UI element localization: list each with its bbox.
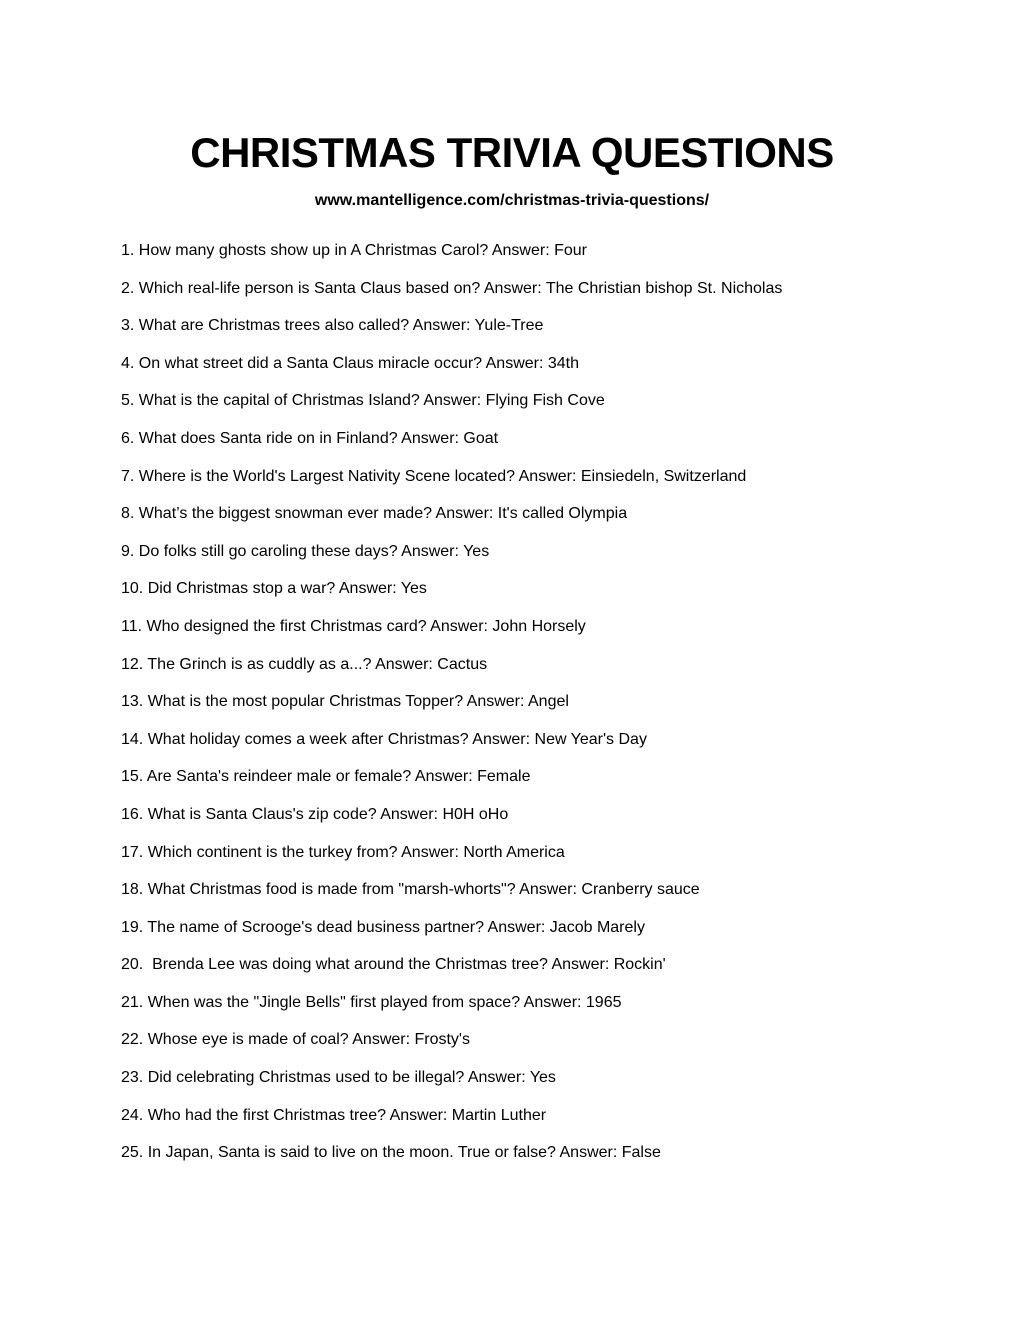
question-item: 10. Did Christmas stop a war? Answer: Yes bbox=[121, 580, 427, 598]
question-item: 6. What does Santa ride on in Finland? Answer: Goat bbox=[121, 429, 499, 447]
question-item: 3. What are Christmas trees also called? Answer: Yule-Tree bbox=[121, 317, 544, 335]
question-item: 4. On what street did a Santa Claus miracle occur? Answer: 34th bbox=[121, 354, 580, 372]
question-item: 12. The Grinch is as cuddly as a...? Answer: Cactus bbox=[121, 655, 488, 673]
question-item: 1. How many ghosts show up in A Christmas Carol? Answer: Four bbox=[121, 242, 587, 259]
question-item: 2. Which real-life person is Santa Claus based on? Answer: The Christian bishop St. Nicholas bbox=[121, 279, 783, 297]
question-item: 20. Brenda Lee was doing what around the Christmas tree? Answer: Rockin' bbox=[121, 956, 666, 974]
question-item: 9. Do folks still go caroling these days? Answer: Yes bbox=[121, 542, 490, 560]
question-item: 15. Are Santa's reindeer male or female? Answer: Female bbox=[121, 768, 531, 786]
question-item: 8. What’s the biggest snowman ever made? Answer: It's called Olympia bbox=[121, 505, 628, 523]
page-title: CHRISTMAS TRIVIA QUESTIONS bbox=[190, 129, 834, 176]
source-url: www.mantelligence.com/christmas-trivia-questions/ bbox=[314, 192, 710, 209]
question-item: 21. When was the "Jingle Bells" first played from space? Answer: 1965 bbox=[121, 993, 622, 1011]
question-item: 23. Did celebrating Christmas used to be illegal? Answer: Yes bbox=[121, 1069, 556, 1087]
question-item: 5. What is the capital of Christmas Island? Answer: Flying Fish Cove bbox=[121, 392, 605, 410]
trivia-question-list bbox=[121, 240, 921, 1180]
question-item: 22. Whose eye is made of coal? Answer: Frosty's bbox=[121, 1031, 470, 1049]
question-item: 7. Where is the World's Largest Nativity Scene located? Answer: Einsiedeln, Switzerland bbox=[121, 467, 747, 485]
question-item: 25. In Japan, Santa is said to live on the moon. True or false? Answer: False bbox=[121, 1144, 661, 1162]
question-item: 18. What Christmas food is made from "marsh-whorts"? Answer: Cranberry sauce bbox=[121, 881, 700, 899]
question-item: 17. Which continent is the turkey from? Answer: North America bbox=[121, 843, 565, 861]
question-item: 16. What is Santa Claus's zip code? Answer: H0H oHo bbox=[121, 805, 509, 823]
question-item: 19. The name of Scrooge's dead business partner? Answer: Jacob Marely bbox=[121, 918, 645, 936]
question-item: 11. Who designed the first Christmas card? Answer: John Horsely bbox=[121, 617, 586, 635]
question-item: 14. What holiday comes a week after Christmas? Answer: New Year's Day bbox=[121, 730, 647, 748]
question-item: 24. Who had the first Christmas tree? Answer: Martin Luther bbox=[121, 1106, 547, 1124]
question-item: 13. What is the most popular Christmas Topper? Answer: Angel bbox=[121, 693, 569, 711]
